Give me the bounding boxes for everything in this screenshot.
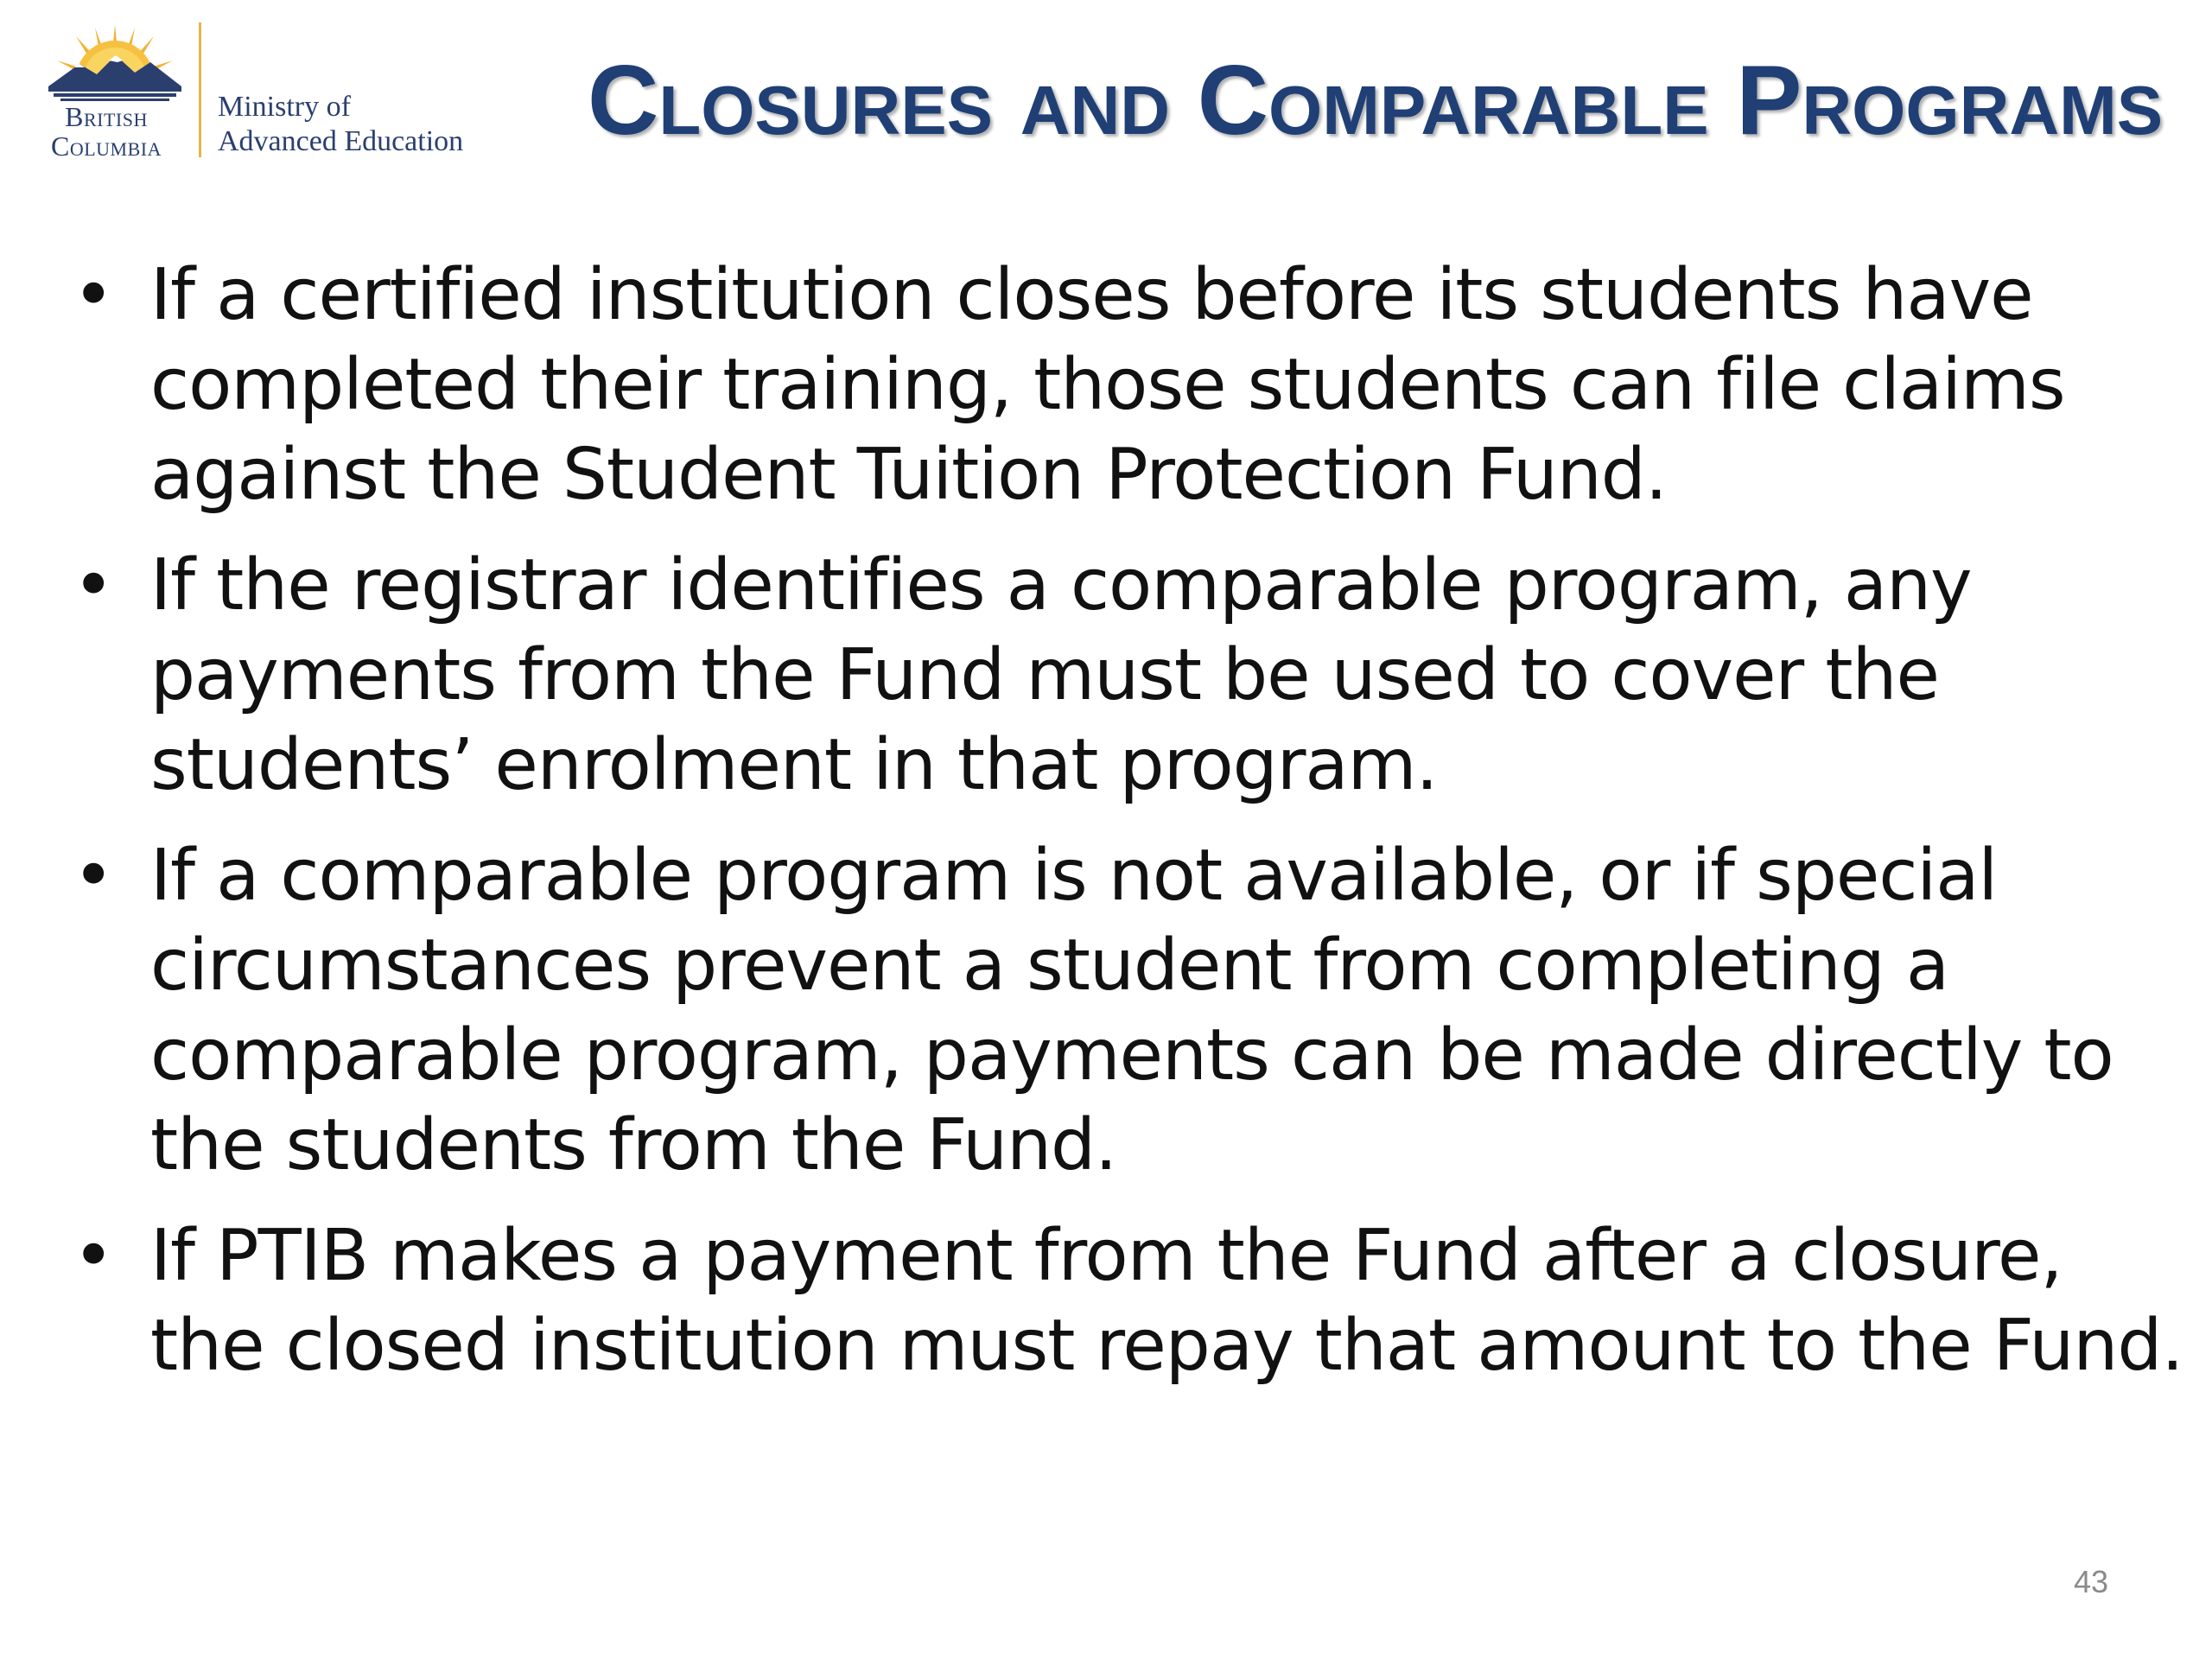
bullet-icon: • bbox=[73, 835, 114, 917]
ministry-name bbox=[218, 90, 503, 159]
bullet-icon: • bbox=[73, 1215, 114, 1297]
bullet-item bbox=[60, 1211, 2186, 1391]
logo-divider bbox=[199, 22, 201, 157]
province-name bbox=[24, 102, 188, 161]
bc-government-logo bbox=[24, 17, 491, 164]
bullet-text: If a comparable program is not available, or if special circumstances prevent a student from completing a comparable program, payments can be made directly to the students from the Fund. bbox=[150, 835, 2113, 1186]
sunrise-mountains-icon bbox=[41, 17, 188, 104]
page-number: 43 bbox=[2073, 1564, 2108, 1599]
province-name-line1: British bbox=[65, 101, 148, 132]
ministry-name-line1: Ministry of bbox=[218, 91, 351, 123]
ministry-name-line2: Advanced Education bbox=[218, 125, 464, 157]
bullet-icon: • bbox=[73, 544, 114, 626]
bullet-item bbox=[60, 251, 2186, 520]
bullet-icon: • bbox=[73, 254, 114, 336]
province-name-line2: Columbia bbox=[50, 130, 162, 162]
bullet-item bbox=[60, 831, 2186, 1191]
slide-title: Closures and Comparable Programs bbox=[588, 46, 2164, 156]
bullet-text: If PTIB makes a payment from the Fund after a closure, the closed institution must repay that amount to the Fund. bbox=[150, 1215, 2183, 1387]
bullet-item bbox=[60, 541, 2186, 810]
bullet-text: If the registrar identifies a comparable program, any payments from the Fund must be used to cover the students’ enrolment in that program. bbox=[150, 544, 1972, 806]
bullet-text: If a certified institution closes before its students have completed their training, those students can file claims against the Student Tuition Protection Fund. bbox=[150, 254, 2065, 516]
bullet-list bbox=[60, 251, 2186, 1412]
